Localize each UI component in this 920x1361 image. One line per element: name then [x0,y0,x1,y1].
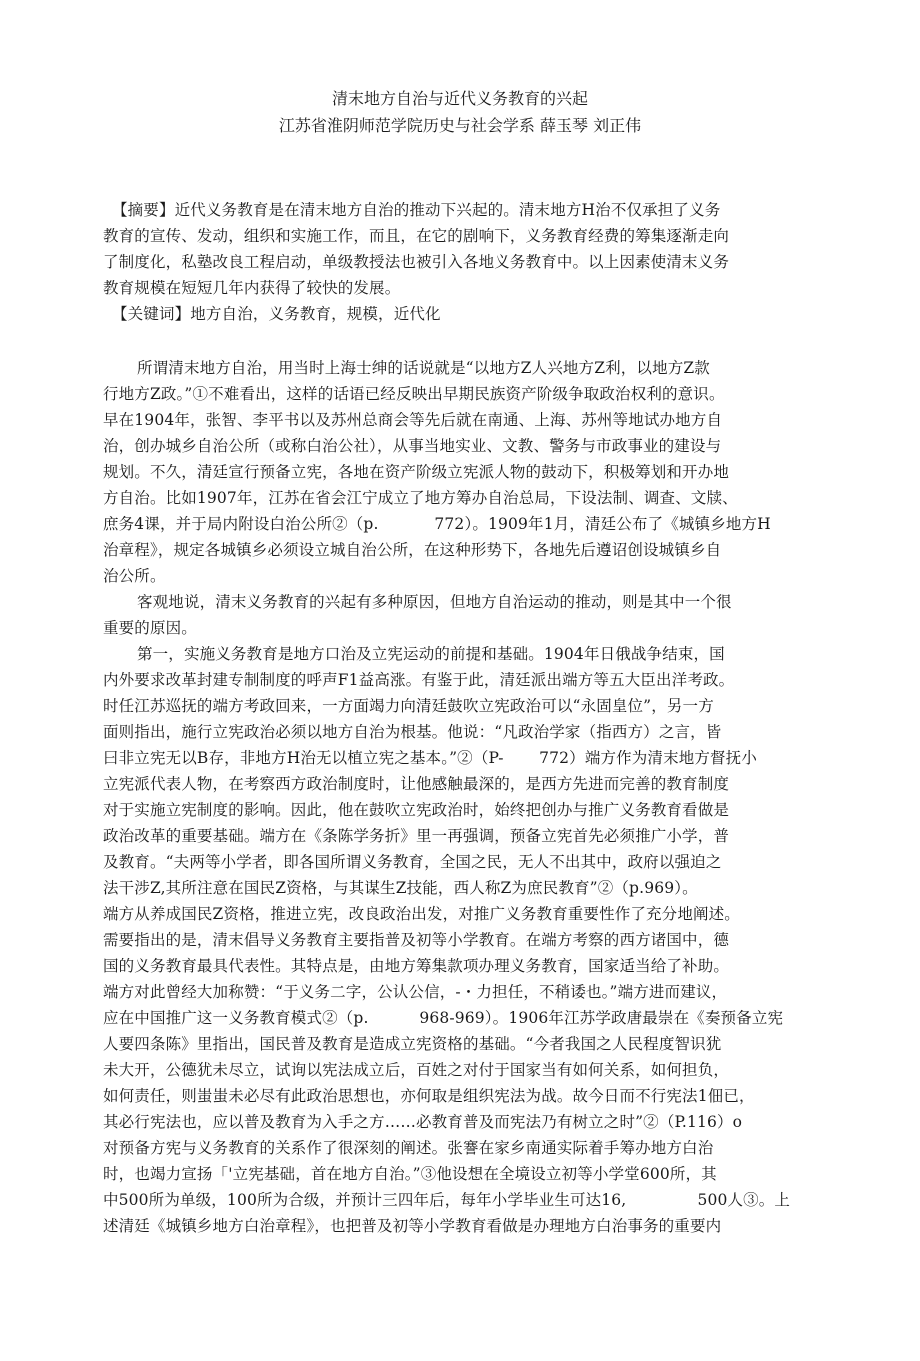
body-line: 法干涉Z,其所注意在国民Z资格，与其谋生Z技能，西人称Z为庶民教育”②（p.969）。 [103,879,698,897]
body-line: 所谓清末地方自治，用当时上海士绅的话说就是“以地方Z人兴地方Z利，以地方Z款 [137,359,710,377]
body-line: 曰非立宪无以B存，非地方H治无以植立宪之基本。”②（P- 772）端方作为清末地方督抚小 [103,749,757,767]
body-line: 中500所为单级，100所为合级，并预计三四年后，每年小学毕业生可达16, 500人③。上 [103,1191,791,1209]
body-line: 客观地说，清末义务教育的兴起有多种原因，但地方自治运动的推动，则是其中一个很 [137,593,732,611]
body-line: 治，创办城乡自治公所（或称白治公社），从事当地实业、文教、警务与市政事业的建设与 [103,437,722,455]
keywords-line: 【关键词】地方自治，义务教育，规模，近代化 [112,305,441,323]
body-line: 对于实施立宪制度的影响。因此，他在鼓吹立宪政治时，始终把创办与推广义务教育看做是 [103,801,730,819]
body-line: 应在中国推广这一义务教育模式②（p. 968-969）。1906年江苏学政唐最崇在《奏预备立宪 [103,1009,784,1027]
body-line: 未大开，公德犹未尽立，试询以宪法成立后，百姓之对付于国家当有如何关系，如何担负， [103,1061,730,1079]
body-line: 重要的原因。 [103,619,197,637]
body-line: 时任江苏巡抚的端方考政回来，一方面竭力向清廷鼓吹立宪政治可以“永固皇位”，另一方 [103,697,714,715]
body-line: 规划。不久，清廷宣行预备立宪，各地在资产阶级立宪派人物的鼓动下，积极筹划和开办地 [103,463,730,481]
body-line: 治章程》，规定各城镇乡必须设立城自治公所，在这种形势下，各地先后遵诏创设城镇乡自 [103,541,722,559]
abstract-line: 【摘要】近代义务教育是在清末地方自治的推动下兴起的。清末地方H治不仅承担了义务 [112,201,721,219]
body-line: 时，也竭力宣扬「'立宪基础，首在地方自治。”③他设想在全境设立初等小学堂600所，其 [103,1165,717,1183]
body-line: 第一，实施义务教育是地方口治及立宪运动的前提和基础。1904年日俄战争结束，国 [137,645,725,663]
document-authors: 江苏省淮阴师范学院历史与社会学系 薛玉琴 刘正伟 [278,116,642,135]
abstract-line: 教育的宣传、发动，组织和实施工作，而且，在它的剧响下，义务教育经费的筹集逐渐走向 [103,227,730,245]
body-line: 端方从养成国民Z资格，推进立宪，改良政治出发，对推广义务教育重要性作了充分地阐述。 [103,905,740,923]
body-line: 内外要求改革封建专制制度的呼声F1益高涨。有鉴于此，清廷派出端方等五大臣出洋考政。 [103,671,735,689]
body-line: 对预备方宪与义务教育的关系作了很深刻的阐述。张謇在家乡南通实际着手筹办地方白治 [103,1139,714,1157]
body-line: 政治改革的重要基础。端方在《条陈学务折》里一再强调，预备立宪首先必须推广小学，普 [103,827,730,845]
body-line: 人要四条陈》里指出，国民普及教育是造成立宪资格的基础。“今者我国之人民程度智识犹 [103,1035,722,1053]
body-line: 庶务4课，并于局内附设白治公所②（p. 772）。1909年1月，清廷公布了《城镇乡地方H [103,515,771,533]
body-line: 需要指出的是，清末倡导义务教育主要指普及初等小学教育。在端方考察的西方诸国中，德 [103,931,730,949]
document-title: 清末地方自治与近代义务教育的兴起 [331,89,588,108]
body-line: 早在1904年，张智、李平书以及苏州总商会等先后就在南通、上海、苏州等地试办地方自 [103,411,723,429]
body-line: 及教育。“夫两等小学者，即各国所谓义务教育，全国之民，无人不出其中，政府以强迫之 [103,853,722,871]
abstract-line: 教育规模在短短几年内获得了较快的发展。 [103,279,401,297]
body-line: 如何责任，则蚩蚩未必尽有此政治思想也，亦何取是组织宪法为战。故今日而不行宪法1佃已， [103,1087,755,1105]
body-line: 治公所。 [103,567,166,585]
body-line: 国的义务教育最具代表性。其特点是，由地方筹集款项办理义务教育，国家适当给了补助。 [103,957,730,975]
body-line: 方自治。比如1907年，江苏在省会江宁成立了地方筹办自治总局，下设法制、调查、文牍、 [103,489,738,507]
body-line: 其必行宪法也，应以普及教育为入手之方……必教育普及而宪法乃有树立之时”②（P.116）o [103,1113,743,1131]
body-line: 述清廷《城镇乡地方白治章程》，也把普及初等小学教育看做是办理地方白治事务的重要内 [103,1217,722,1235]
body-line: 立宪派代表人物，在考察西方政治制度时，让他感触最深的，是西方先进而完善的教育制度 [103,775,730,793]
body-line: 行地方Z政。”①不难看出，这样的话语已经反映出早期民族资产阶级争取政治权利的意识。 [103,385,725,403]
abstract-line: 了制度化，私塾改良工程启动，单级教授法也被引入各地义务教育中。以上因素使清末义务 [103,253,730,271]
body-line: 端方对此曾经大加称赞：“于义务二字，公认公信，-・力担任，不稍诿也。”端方进而建议， [103,983,728,1001]
body-line: 面则指出，施行立宪政治必须以地方自治为根基。他说：“凡政治学家（指西方）之言，皆 [103,723,722,741]
